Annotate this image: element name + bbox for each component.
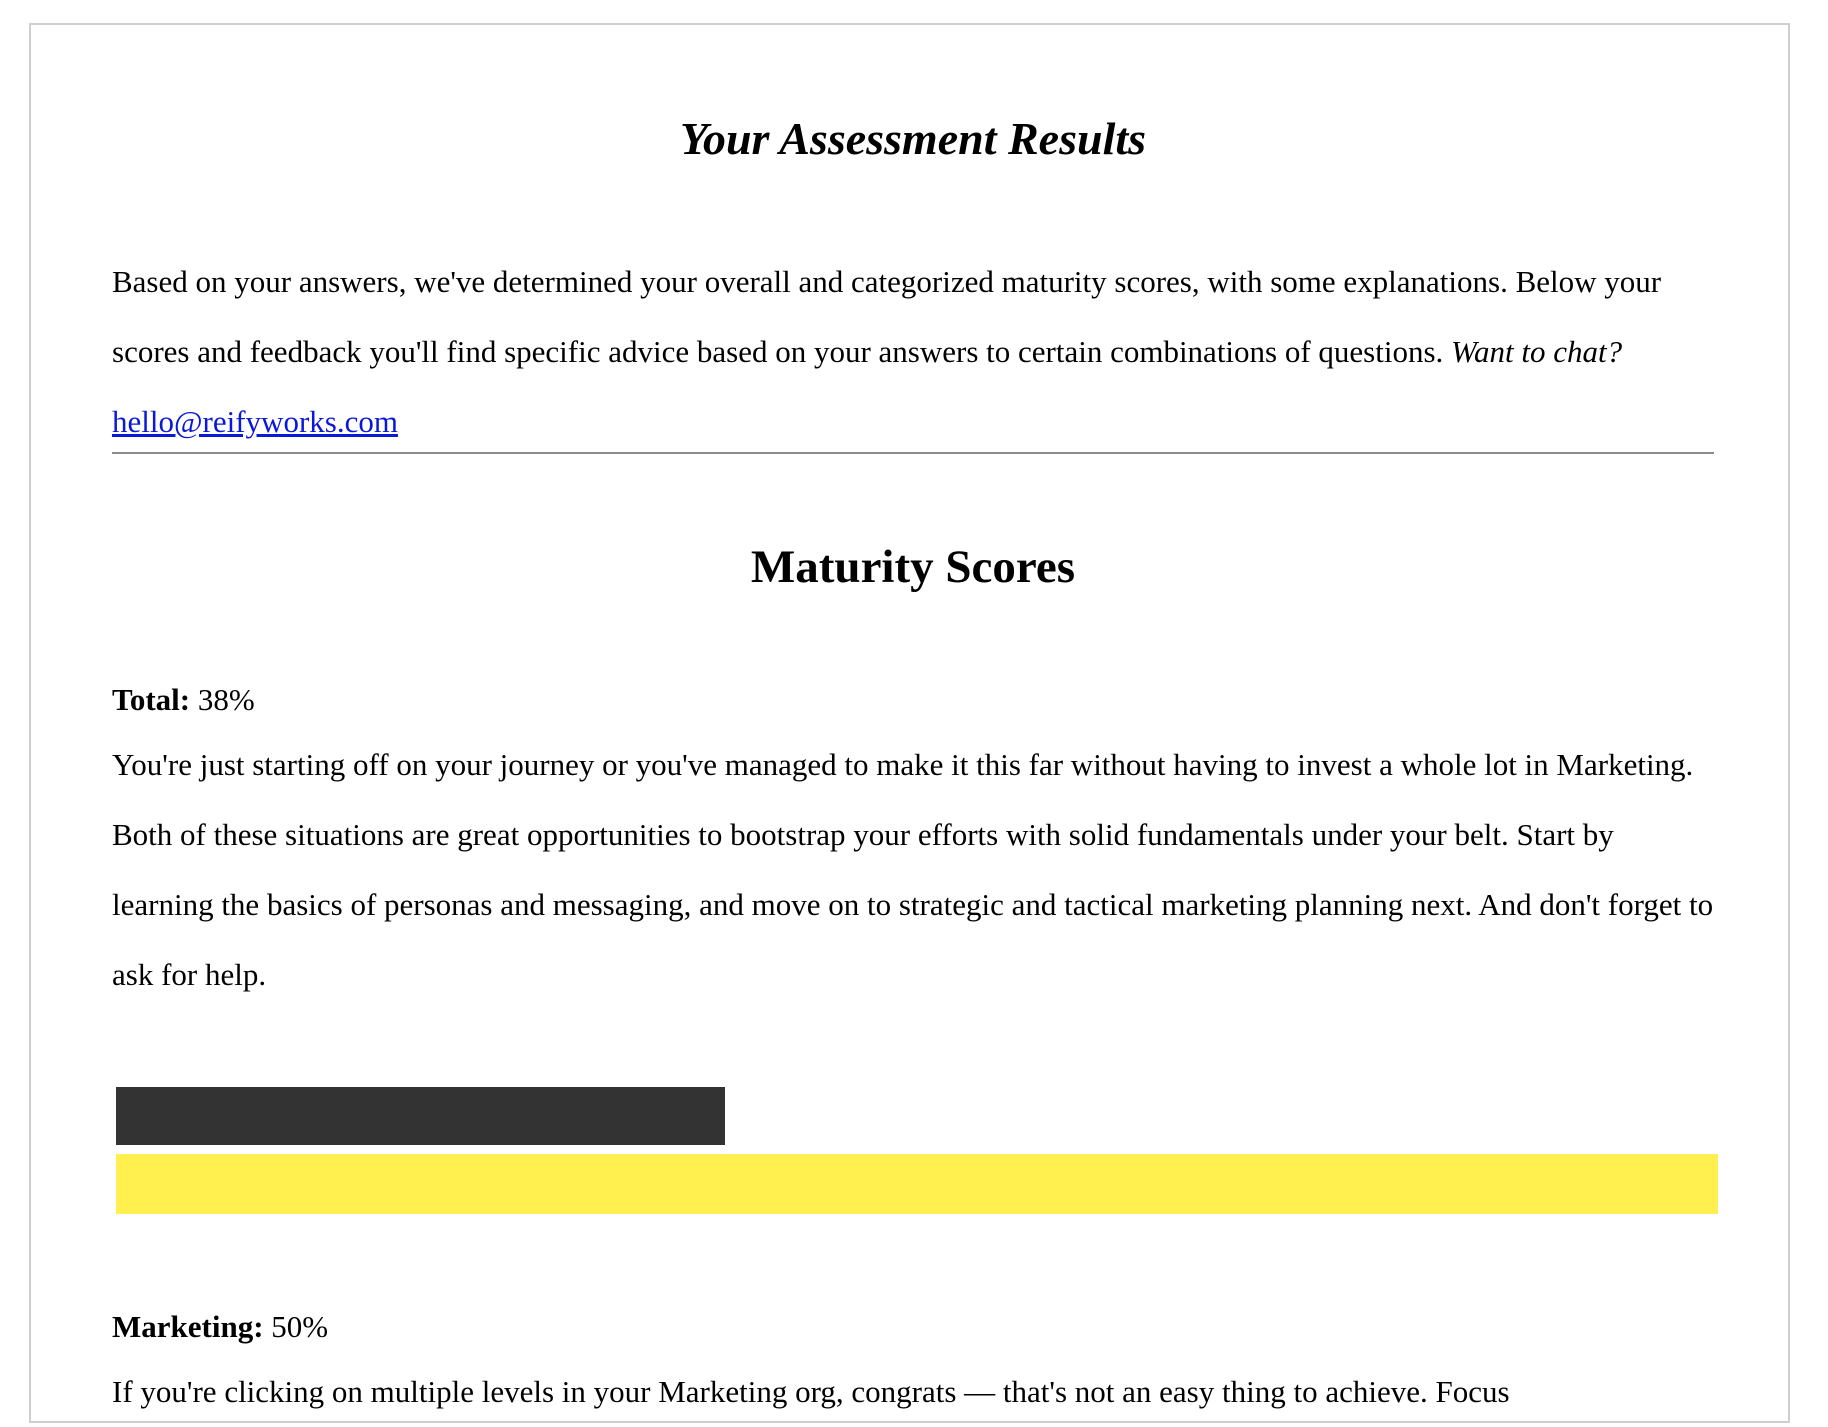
chat-prompt: Want to chat? — [1451, 334, 1623, 369]
total-score-bar-track — [116, 1154, 1718, 1214]
intro-paragraph — [112, 247, 1714, 457]
marketing-score-description: If you're clicking on multiple levels in your Marketing org, congrats — that's not an easy thing to achieve. Focus — [112, 1374, 1510, 1409]
intro-text: Based on your answers, we've determined your overall and categorized maturity scores, with some explanations. Below your scores and feedback you'll find specific advice based on your answers to certain combinations of questions. — [112, 264, 1662, 369]
total-score-line — [112, 680, 255, 720]
total-score-label: Total: — [112, 682, 191, 717]
page-title: Your Assessment Results — [679, 113, 1147, 164]
marketing-score-line — [112, 1307, 328, 1347]
total-score-bar-fill — [116, 1087, 725, 1145]
marketing-score-label: Marketing: — [112, 1309, 264, 1344]
total-score-value: 38% — [197, 682, 255, 717]
results-page — [29, 23, 1790, 1423]
marketing-score-value: 50% — [271, 1309, 329, 1344]
contact-email-link[interactable]: hello@reifyworks.com — [112, 404, 398, 439]
section-divider — [112, 452, 1714, 454]
total-score-bar — [116, 1087, 1718, 1214]
total-score-description: You're just starting off on your journey or you've managed to make it this far without having to invest a whole lot in Marketing. Both of these situations are great opportunities to bootstrap your efforts with solid fundamentals under your belt. Start by learning the basics of personas and messaging, and move on to strategic and tactical marketing planning next. And don't forget to ask for help. — [112, 747, 1714, 992]
maturity-scores-heading: Maturity Scores — [750, 541, 1076, 593]
